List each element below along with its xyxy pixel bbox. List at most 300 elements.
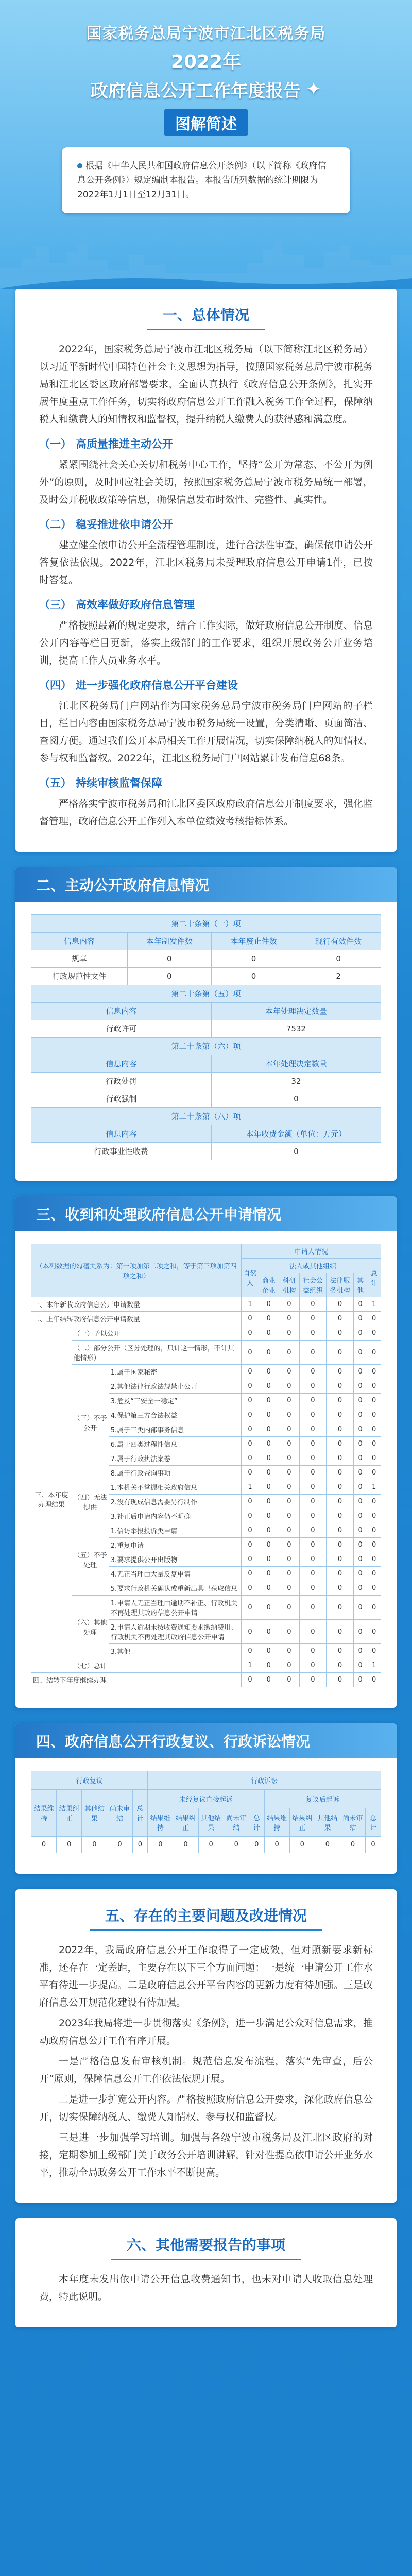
table-cell: 0 (327, 1379, 354, 1394)
table-cell: 0 (367, 1408, 381, 1422)
table-cell: 0 (353, 1567, 367, 1581)
table-cell: 0 (299, 1451, 327, 1466)
table-cell: 0 (242, 1567, 259, 1581)
table-row (31, 1073, 381, 1090)
table-row-label: 6.属于四类过程性信息 (109, 1437, 242, 1451)
table-row (31, 1596, 381, 1620)
section5-para: 三是进一步加强学习培训。加强与各级宁波市税务局及江北区政府的对接，定期参加上级部门关于政务公开培训讲解，针对性提高依申请公开业务水平，推动全局政务公开工作水平不断提高。 (39, 2132, 373, 2178)
table-cell: 0 (259, 1451, 279, 1466)
table-cell: 0 (299, 1297, 327, 1312)
table-row-label: 2.没有现成信息需要另行制作 (109, 1495, 242, 1509)
table-cell: 0 (299, 1552, 327, 1567)
table-cell: 0 (367, 1567, 381, 1581)
table-header: 其他结果 (315, 1808, 340, 1837)
table-cell: 0 (327, 1495, 354, 1509)
section1-subhead-5 (39, 774, 373, 792)
table-header: 尚未审结 (107, 1790, 132, 1837)
table-row-label: 2.重复申请 (109, 1538, 242, 1552)
table-cell: 0 (353, 1466, 367, 1480)
sparkle-icon: ✦ (305, 79, 322, 100)
table-row-label: 3.其他 (109, 1644, 242, 1658)
table-header: 行政复议 (31, 1771, 148, 1790)
section6-para: 本年度未发出依申请公开信息收费通知书，也未对申请人收取信息处理费，特此说明。 (39, 2274, 373, 2302)
table-cell: 0 (259, 1437, 279, 1451)
table-cell: 0 (327, 1596, 354, 1620)
table-cell: 0 (315, 1837, 340, 1853)
table-cell: 0 (242, 1596, 259, 1620)
table-cell: 0 (289, 1837, 315, 1853)
table-cell: 0 (259, 1523, 279, 1538)
table-row-label: 1.属于国家秘密 (109, 1365, 242, 1379)
table-row (31, 1365, 381, 1379)
table-cell: 0 (366, 1837, 381, 1853)
table-header: 本年制发件数 (127, 933, 211, 950)
table-cell: 0 (353, 1379, 367, 1394)
table-cell: 0 (353, 1644, 367, 1658)
table-row-subgroup: （三）不予公开 (72, 1365, 109, 1480)
table-cell: 0 (367, 1466, 381, 1480)
table-cell: 0 (259, 1480, 279, 1495)
table-cell: 0 (299, 1437, 327, 1451)
header-subtitle: 图解简述 (164, 109, 248, 136)
table-cell: 0 (211, 1143, 381, 1160)
section-proactive-disclosure (15, 867, 397, 1181)
table-cell: 0 (259, 1495, 279, 1509)
table-cell: 0 (327, 1312, 354, 1326)
section-overview (15, 289, 397, 852)
section-applications (15, 1196, 397, 1708)
table-cell: 0 (353, 1552, 367, 1567)
table-cell: 0 (296, 950, 381, 968)
table-cell: 0 (242, 1620, 259, 1644)
section-problems (15, 1889, 397, 2203)
table-header: 本年处理决定数量 (211, 1055, 381, 1073)
table-header: 现行有效件数 (296, 933, 381, 950)
table-header: 申请人情况 (242, 1244, 381, 1259)
table-cell: 0 (367, 1644, 381, 1658)
table-row (31, 1297, 381, 1312)
table-row (31, 1326, 381, 1341)
intro-text: 根据《中华人民共和国政府信息公开条例》（以下简称《政府信息公开条例》）规定编制本报告。本报告所列数据的统计期限为2022年1月1日至12月31日。 (77, 161, 327, 200)
table-cell: 0 (279, 1422, 300, 1437)
table-cell: 0 (279, 1312, 300, 1326)
table-cell: 1 (242, 1480, 259, 1495)
table-cell: 0 (259, 1341, 279, 1365)
table-cell: 0 (279, 1552, 300, 1567)
subhead-text: 高质量推进主动公开 (76, 438, 173, 450)
table-cell: 0 (259, 1466, 279, 1480)
table-header: 其他结果 (82, 1790, 107, 1837)
table-cell: 1 (242, 1297, 259, 1312)
table-cell: 0 (299, 1596, 327, 1620)
table-cell: 0 (299, 1408, 327, 1422)
footer-space (0, 2343, 412, 2363)
table-cell: 0 (259, 1673, 279, 1687)
table-cell: 0 (367, 1523, 381, 1538)
table-cell: 0 (279, 1644, 300, 1658)
subhead-num: （一） (39, 438, 72, 450)
table-cell: 0 (353, 1480, 367, 1495)
table-row-label: 5.属于三类内部事务信息 (109, 1422, 242, 1437)
table-cell: 0 (353, 1523, 367, 1538)
table-cell: 0 (242, 1509, 259, 1523)
table-cell: 0 (353, 1451, 367, 1466)
table-cell: 0 (242, 1379, 259, 1394)
table-cell: 0 (259, 1365, 279, 1379)
table-cell: 0 (367, 1538, 381, 1552)
table-row-label: 1.本机关不掌握相关政府信息 (109, 1480, 242, 1495)
table-cell: 0 (242, 1437, 259, 1451)
table-row (31, 1090, 381, 1108)
table-cell: 0 (279, 1538, 300, 1552)
table-header: 结果纠正 (173, 1808, 198, 1837)
table-cell: 0 (279, 1365, 300, 1379)
table-cell: 0 (279, 1523, 300, 1538)
table-header: 结果维持 (264, 1808, 289, 1837)
table-group-header: 第二十条第（一）项 (31, 915, 381, 933)
table-cell: 0 (127, 968, 211, 985)
table-cell: 0 (327, 1408, 354, 1422)
table-cell: 0 (327, 1297, 354, 1312)
table-cell: 0 (299, 1312, 327, 1326)
table-cell: 0 (279, 1495, 300, 1509)
table-cell: 0 (279, 1297, 300, 1312)
table-cell: 0 (279, 1620, 300, 1644)
table-row-label: 1.申请人无正当理由逾期不补正、行政机关不再处理其政府信息公开申请 (109, 1596, 242, 1620)
table-cell: 0 (211, 950, 296, 968)
table-cell: 0 (259, 1596, 279, 1620)
table-row-label: 四、结转下年度继续办理 (31, 1673, 242, 1687)
table-cell: 0 (127, 950, 211, 968)
header-report-title (91, 77, 321, 102)
table-row-label: 2.申请人逾期未按收费通知要求缴纳费用、行政机关不再处理其政府信息公开申请 (109, 1620, 242, 1644)
table-row-group: 三、本年度办理结果 (31, 1326, 72, 1673)
table-cell: 0 (327, 1552, 354, 1567)
section1-text-1: 紧紧围绕社会关心关切和税务中心工作，坚持“公开为常态、不公开为例外”的原则，及时回应社会关切，按照国家税务总局宁波市税务局统一部署，及时公开税收政策等信息，确保信息发布时效性、完整性、真实性。 (39, 459, 373, 505)
table-cell: 0 (327, 1567, 354, 1581)
table-header: 其他 (353, 1273, 367, 1297)
table-cell: 0 (198, 1837, 224, 1853)
table-cell: 1 (367, 1297, 381, 1312)
table-cell: 0 (279, 1379, 300, 1394)
table-cell: 0 (279, 1437, 300, 1451)
table-row (31, 950, 381, 968)
table-cell: 0 (279, 1567, 300, 1581)
table-cell: 0 (242, 1422, 259, 1437)
table-cell: 0 (327, 1509, 354, 1523)
table-cell: 0 (259, 1408, 279, 1422)
table-cell: 0 (242, 1495, 259, 1509)
table-cell: 0 (259, 1297, 279, 1312)
table-cell: 0 (279, 1466, 300, 1480)
table-cell: 0 (249, 1837, 264, 1853)
table-cell: 0 (367, 1379, 381, 1394)
table-row-label: 3.补正后申请内容仍不明确 (109, 1509, 242, 1523)
section1-text-3: 严格按照最新的规定要求，结合工作实际，做好政府信息公开制度、信息公开内容等栏目更新，落实上级部门的工作要求，组织开展政务公开业务培训，提高工作人员业务水平。 (39, 620, 373, 666)
table-cell: 32 (211, 1073, 381, 1090)
table-header: 总计 (249, 1808, 264, 1837)
table-cell: 行政许可 (31, 1020, 212, 1038)
table-cell: 0 (367, 1394, 381, 1408)
table-cell: 0 (327, 1644, 354, 1658)
table-cell: 0 (367, 1341, 381, 1365)
table-cell: 0 (259, 1394, 279, 1408)
table-cell: 7532 (211, 1020, 381, 1038)
table-row-label: 3.危及“三安全一稳定” (109, 1394, 242, 1408)
table-cell: 0 (259, 1658, 279, 1673)
table-cell: 0 (279, 1509, 300, 1523)
table-group-header: 第二十条第（六）项 (31, 1038, 381, 1055)
table-cell: 规章 (31, 950, 128, 968)
table-cell: 0 (224, 1837, 249, 1853)
table-cell: 0 (242, 1341, 259, 1365)
table-cell: 行政规范性文件 (31, 968, 128, 985)
subhead-text: 高效率做好政府信息管理 (76, 599, 195, 611)
table-cell: 0 (327, 1620, 354, 1644)
table-header: 结果维持 (31, 1790, 57, 1837)
table-cell: 0 (259, 1422, 279, 1437)
table-cell: 0 (340, 1837, 365, 1853)
table-cell: 0 (132, 1837, 148, 1853)
table-header: 本年废止件数 (211, 933, 296, 950)
table-cell: 0 (327, 1658, 354, 1673)
table-cell: 0 (279, 1341, 300, 1365)
header-report-title-text: 政府信息公开工作年度报告 (90, 81, 301, 101)
table-regulations (31, 914, 381, 1160)
table-cell: 0 (279, 1658, 300, 1673)
table-cell: 0 (82, 1837, 107, 1853)
table-header: 未经复议直接起诉 (148, 1790, 264, 1808)
table-header: 法人或其他组织 (259, 1259, 367, 1273)
table-header: 信息内容 (31, 1125, 212, 1143)
table-row (31, 1658, 381, 1673)
table-cell: 0 (57, 1837, 82, 1853)
section1-intro: 2022年，国家税务总局宁波市江北区税务局（以下简称江北区税务局）以习近平新时代中国特色社会主义思想为指导，按照国家税务总局宁波市税务局和江北区委区政府部署要求，全面认真执行《政府信息公开条例》，扎实开展年度重点工作任务，切实将政府信息公开工作融入税务工作全过程，保障纳税人和缴费人的知情权和监督权，提升纳税人缴费人的获得感和满意度。 (39, 344, 373, 425)
table-cell: 行政强制 (31, 1090, 212, 1108)
subhead-num: （二） (39, 518, 72, 531)
table-header: 结果纠正 (57, 1790, 82, 1837)
section1-subhead-3 (39, 596, 373, 614)
table-cell: 0 (259, 1567, 279, 1581)
table-cell: 0 (353, 1581, 367, 1596)
subhead-text: 稳妥推进依申请公开 (76, 518, 173, 531)
table-cell: 0 (367, 1437, 381, 1451)
city-skyline-icon (0, 232, 412, 289)
table-cell: 0 (299, 1379, 327, 1394)
table-cell: 0 (299, 1509, 327, 1523)
table-cell: 0 (299, 1644, 327, 1658)
table-row (31, 1341, 381, 1365)
table-cell: 0 (353, 1673, 367, 1687)
table-cell: 0 (299, 1394, 327, 1408)
table-cell: 0 (242, 1581, 259, 1596)
table-cell: 1 (242, 1658, 259, 1673)
table-cell: 0 (279, 1596, 300, 1620)
table-cell: 0 (353, 1365, 367, 1379)
table-cell: 0 (242, 1538, 259, 1552)
table-header: 其他结果 (198, 1808, 224, 1837)
report-header (0, 0, 412, 289)
table-cell: 0 (148, 1837, 173, 1853)
table-cell: 0 (367, 1596, 381, 1620)
table-group-header: 第二十条第（八）项 (31, 1108, 381, 1125)
table-row (31, 968, 381, 985)
table-row-label: 4.保护第三方合法权益 (109, 1408, 242, 1422)
table-row-label: 8.属于行政查询事项 (109, 1466, 242, 1480)
table-cell: 0 (327, 1341, 354, 1365)
subhead-text: 进一步强化政府信息公开平台建设 (76, 679, 238, 691)
section2-title: 二、主动公开政府信息情况 (15, 867, 397, 902)
table-row (31, 1312, 381, 1326)
table-cell: 0 (327, 1523, 354, 1538)
table-row-label: （一）予以公开 (72, 1326, 242, 1341)
table-cell: 0 (353, 1495, 367, 1509)
table-cell: 0 (367, 1451, 381, 1466)
table-row-label: （二）部分公开（区分处理的，只计这一情形，不计其他情形） (72, 1341, 242, 1365)
table-cell: 0 (299, 1567, 327, 1581)
table-cell: 0 (264, 1837, 289, 1853)
section3-title: 三、收到和处理政府信息公开申请情况 (15, 1196, 397, 1231)
table-cell: 0 (367, 1422, 381, 1437)
table-cell: 0 (327, 1466, 354, 1480)
table-cell: 0 (242, 1644, 259, 1658)
table-cell: 0 (242, 1466, 259, 1480)
table-header: 信息内容 (31, 933, 128, 950)
table-cell: 0 (242, 1523, 259, 1538)
table-cell: 0 (279, 1408, 300, 1422)
table-cell: 0 (367, 1326, 381, 1341)
table-header: 法律服务机构 (327, 1273, 354, 1297)
table-cell: 0 (353, 1326, 367, 1341)
table-cell: 0 (259, 1312, 279, 1326)
table-cell: 0 (299, 1495, 327, 1509)
section1-subhead-4 (39, 676, 373, 694)
section4-title: 四、政府信息公开行政复议、行政诉讼情况 (15, 1723, 397, 1758)
table-cell: 0 (259, 1509, 279, 1523)
table-cell: 0 (367, 1365, 381, 1379)
table-cell: 0 (353, 1422, 367, 1437)
section6-title: 六、其他需要报告的事项 (111, 2234, 301, 2260)
table-cell: 0 (327, 1326, 354, 1341)
table-cell: 0 (279, 1326, 300, 1341)
table-cell: 0 (259, 1644, 279, 1658)
table-cell: 0 (279, 1480, 300, 1495)
header-agency: 国家税务总局宁波市江北区税务局 (86, 25, 326, 43)
table-cell: 0 (107, 1837, 132, 1853)
table-cell: 0 (299, 1538, 327, 1552)
table-cell: 0 (259, 1379, 279, 1394)
table-group-header: 第二十条第（五）项 (31, 985, 381, 1003)
table-row-subgroup: （六）其他处理 (72, 1596, 109, 1658)
section5-para: 一是严格信息发布审核机制。规范信息发布流程，落实“先审查，后公开”原则，保障信息公开工作依法依规开展。 (39, 2056, 373, 2084)
table-row (31, 1020, 381, 1038)
table-cell: 0 (299, 1620, 327, 1644)
table-header: 信息内容 (31, 1003, 212, 1020)
table-cell: 0 (242, 1365, 259, 1379)
table-cell: 0 (279, 1451, 300, 1466)
table-cell: 0 (299, 1326, 327, 1341)
section1-text-5: 严格落实宁波市税务局和江北区委区政府政府信息公开制度要求，强化监督管理，政府信息公开工作列入本单位绩效考核指标体系。 (39, 798, 373, 827)
table-cell: 0 (259, 1581, 279, 1596)
table-applications (31, 1244, 381, 1687)
table-cell: 0 (299, 1581, 327, 1596)
table-cell: 0 (327, 1437, 354, 1451)
section1-subhead-1 (39, 435, 373, 453)
table-cell: 0 (279, 1394, 300, 1408)
table-header: 行政诉讼 (148, 1771, 381, 1790)
table-cell: 0 (327, 1422, 354, 1437)
section-other-matters (15, 2218, 397, 2327)
section1-text-4: 江北区税务局门户网站作为国家税务总局宁波市税务局门户网站的子栏目，栏目内容由国家税务总局宁波市税务局统一设置，分类清晰、页面简洁、查阅方便。通过我们公开本局相关工作开展情况，切实保障纳税人的知情权、参与权和监督权。2022年，江北区税务局门户网站累计发布信息68条。 (39, 700, 373, 764)
section5-title: 五、存在的主要问题及改进情况 (90, 1905, 322, 1931)
table-cell: 0 (327, 1673, 354, 1687)
table-header: 结果纠正 (289, 1808, 315, 1837)
table-row-label: 二、上年结转政府信息公开申请数量 (31, 1312, 242, 1326)
table-header: 尚未审结 (224, 1808, 249, 1837)
table-cell: 0 (353, 1538, 367, 1552)
section5-para: 2022年，我局政府信息公开工作取得了一定成效，但对照新要求新标准，还存在一定差距，主要存在以下三个方面问题：一是统一申请公开工作水平有待进一步提高。二是政府信息公开平台内容的更新力度有待加强。三是政府信息公开规范化建设有待加强。 (39, 1944, 373, 2008)
section1-text-2: 建立健全依申请公开全流程管理制度，进行合法性审查，确保依申请公开答复依法依规。2022年，江北区税务局未受理政府信息公开申请1件，已按时答复。 (39, 539, 373, 586)
table-cell: 0 (353, 1297, 367, 1312)
table-row-label: 4.无正当理由大量反复申请 (109, 1567, 242, 1581)
table-corner-note: （本列数据的勾稽关系为：第一项加第二项之和，等于第三项加第四项之和） (31, 1244, 242, 1297)
section5-para: 2023年我局将进一步贯彻落实《条例》，进一步满足公众对信息需求，推动政府信息公开工作有序开展。 (39, 2018, 373, 2046)
table-cell: 0 (299, 1466, 327, 1480)
table-review-litigation (31, 1771, 381, 1853)
table-row (31, 1523, 381, 1538)
table-cell: 0 (173, 1837, 198, 1853)
table-header: 信息内容 (31, 1055, 212, 1073)
table-cell: 0 (327, 1394, 354, 1408)
table-cell: 0 (327, 1480, 354, 1495)
table-cell: 0 (299, 1480, 327, 1495)
table-row (31, 1673, 381, 1687)
table-cell: 0 (242, 1326, 259, 1341)
table-cell: 行政处罚 (31, 1073, 212, 1090)
table-row (31, 1480, 381, 1495)
table-cell: 0 (353, 1437, 367, 1451)
table-row-subgroup: （五）不予处理 (72, 1523, 109, 1596)
table-cell: 0 (353, 1341, 367, 1365)
table-header: 社会公益组织 (299, 1273, 327, 1297)
intro-box (62, 147, 350, 213)
table-header: 结果维持 (148, 1808, 173, 1837)
section5-para: 二是进一步扩宽公开内容。严格按照政府信息公开要求，深化政府信息公开，切实保障纳税人、缴费人知情权、参与权和监督权。 (39, 2094, 373, 2123)
table-cell: 0 (242, 1394, 259, 1408)
subhead-num: （三） (39, 599, 72, 611)
table-cell: 0 (299, 1658, 327, 1673)
table-cell: 0 (367, 1581, 381, 1596)
table-row-label: 1.信访举报投诉类申请 (109, 1523, 242, 1538)
table-row-label: 5.要求行政机关确认或重新出具已获取信息 (109, 1581, 242, 1596)
table-applications-body (31, 1297, 381, 1687)
table-cell: 0 (367, 1620, 381, 1644)
table-cell: 2 (296, 968, 381, 985)
table-cell: 0 (259, 1326, 279, 1341)
table-cell: 0 (279, 1581, 300, 1596)
table-cell: 0 (353, 1509, 367, 1523)
table-row (31, 1143, 381, 1160)
table-cell: 0 (242, 1451, 259, 1466)
table-row-label: 一、本年新收政府信息公开申请数量 (31, 1297, 242, 1312)
table-cell: 0 (327, 1581, 354, 1596)
table-cell: 1 (367, 1658, 381, 1673)
table-cell: 1 (367, 1480, 381, 1495)
table-cell: 0 (259, 1538, 279, 1552)
table-cell: 0 (367, 1312, 381, 1326)
bullet-icon (77, 163, 82, 168)
table-cell: 0 (299, 1341, 327, 1365)
